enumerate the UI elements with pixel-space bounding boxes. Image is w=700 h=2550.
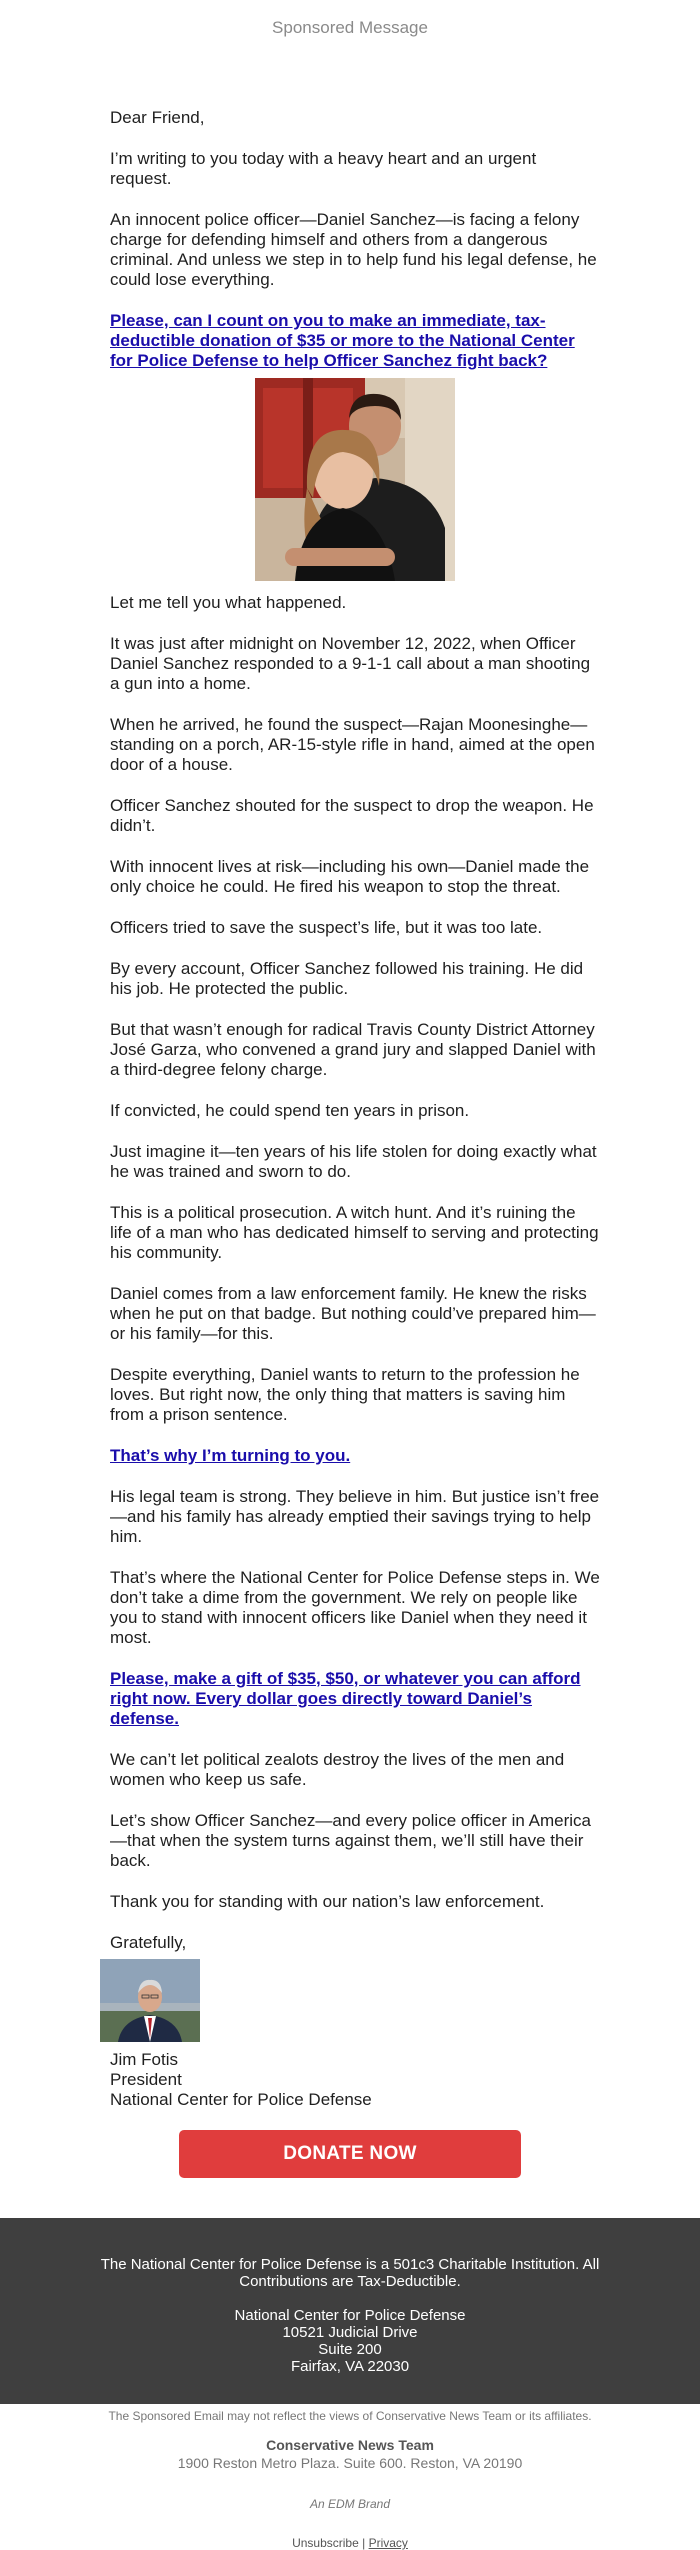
paragraph: Let me tell you what happened. xyxy=(110,593,347,612)
tax-statement: The National Center for Police Defense is a 501c3 Charitable Institution. All Contributions are Tax-Deductible. xyxy=(100,2256,600,2290)
sender-org: Conservative News Team xyxy=(266,2437,434,2453)
paragraph: Thank you for standing with our nation’s law enforcement. xyxy=(110,1892,545,1911)
unsubscribe-link[interactable]: Unsubscribe xyxy=(292,2536,359,2550)
paragraph: I’m writing to you today with a heavy heart and an urgent request. xyxy=(110,149,537,188)
officer-photo xyxy=(255,378,455,581)
donate-link-3[interactable]: Please, make a gift of $35, $50, or whatever you can afford right now. Every dollar goes directly toward Daniel’s defense. xyxy=(110,1669,581,1728)
paragraph: But that wasn’t enough for radical Travis County District Attorney José Garza, who convened a grand jury and slapped Daniel with a third-degree felony charge. xyxy=(110,1020,596,1079)
paragraph: Just imagine it—ten years of his life stolen for doing exactly what he was trained and sworn to do. xyxy=(110,1142,597,1181)
footer-city: Fairfax, VA 22030 xyxy=(290,2358,410,2375)
footer-links xyxy=(0,2536,700,2550)
signer-title: President xyxy=(110,2070,182,2089)
paragraph: That’s where the National Center for Police Defense steps in. We don’t take a dime from the government. We rely on people like you to stand with innocent officers like Daniel when they need it most. xyxy=(110,1568,600,1647)
donate-now-button[interactable]: DONATE NOW xyxy=(179,2130,521,2178)
paragraph: By every account, Officer Sanchez followed his training. He did his job. He protected the public. xyxy=(110,959,584,998)
paragraph: It was just after midnight on November 12, 2022, when Officer Daniel Sanchez responded to a 9-1-1 call about a man shooting a gun into a home. xyxy=(110,634,591,693)
brand-line: An EDM Brand xyxy=(309,2497,391,2511)
paragraph: We can’t let political zealots destroy the lives of the men and women who keep us safe. xyxy=(110,1750,565,1789)
sponsored-label: Sponsored Message xyxy=(272,18,428,37)
paragraph: Daniel comes from a law enforcement family. He knew the risks when he put on that badge. But nothing could’ve prepared him—or his family—for this. xyxy=(110,1284,596,1343)
closing: Gratefully, xyxy=(110,1933,187,1952)
donate-link-2[interactable]: That’s why I’m turning to you. xyxy=(110,1446,351,1465)
footer-suite: Suite 200 xyxy=(318,2341,382,2358)
paragraph: If convicted, he could spend ten years in prison. xyxy=(110,1101,470,1120)
disclaimer-text: The Sponsored Email may not reflect the views of Conservative News Team or its affiliates. xyxy=(108,2409,592,2423)
donate-link-1[interactable]: Please, can I count on you to make an immediate, tax-deductible donation of $35 or more to the National Center for Police Defense to help Officer Sanchez fight back? xyxy=(110,311,575,370)
paragraph: Officer Sanchez shouted for the suspect to drop the weapon. He didn’t. xyxy=(110,796,594,835)
sponsored-header xyxy=(0,0,700,100)
paragraph: This is a political prosecution. A witch hunt. And it’s ruining the life of a man who has dedicated himself to serving and protecting his community. xyxy=(110,1203,599,1262)
paragraph: When he arrived, he found the suspect—Rajan Moonesinghe—standing on a porch, AR-15-style rifle in hand, aimed at the open door of a house. xyxy=(110,715,595,774)
paragraph: Despite everything, Daniel wants to return to the profession he loves. But right now, the only thing that matters is saving him from a prison sentence. xyxy=(110,1365,580,1424)
link-separator: | xyxy=(358,2536,369,2550)
paragraph: Let’s show Officer Sanchez—and every police officer in America—that when the system turns against them, we’ll still have their back. xyxy=(110,1811,591,1870)
privacy-link[interactable]: Privacy xyxy=(368,2536,408,2550)
donate-section xyxy=(0,2110,700,2218)
sender-address: 1900 Reston Metro Plaza. Suite 600. Reston, VA 20190 xyxy=(177,2455,523,2471)
signer-name: Jim Fotis xyxy=(110,2050,178,2069)
footer-legal xyxy=(0,2218,700,2404)
paragraph: With innocent lives at risk—including his own—Daniel made the only choice he could. He fired his weapon to stop the threat. xyxy=(110,857,590,896)
footer-street: 10521 Judicial Drive xyxy=(282,2324,418,2341)
signer-org: National Center for Police Defense xyxy=(110,2090,372,2109)
signer-photo xyxy=(100,1959,200,2042)
footer-sender xyxy=(0,2404,700,2550)
paragraph: An innocent police officer—Daniel Sanchez—is facing a felony charge for defending himself and others from a dangerous criminal. And unless we step in to help fund his legal defense, he could lose everything. xyxy=(110,210,597,289)
paragraph: His legal team is strong. They believe in him. But justice isn’t free—and his family has already emptied their savings trying to help him. xyxy=(110,1487,600,1546)
letter-body xyxy=(0,100,700,2110)
greeting: Dear Friend, xyxy=(110,108,205,127)
paragraph: Officers tried to save the suspect’s life, but it was too late. xyxy=(110,918,543,937)
footer-org-name: National Center for Police Defense xyxy=(234,2307,466,2324)
signature-block xyxy=(110,2050,600,2110)
